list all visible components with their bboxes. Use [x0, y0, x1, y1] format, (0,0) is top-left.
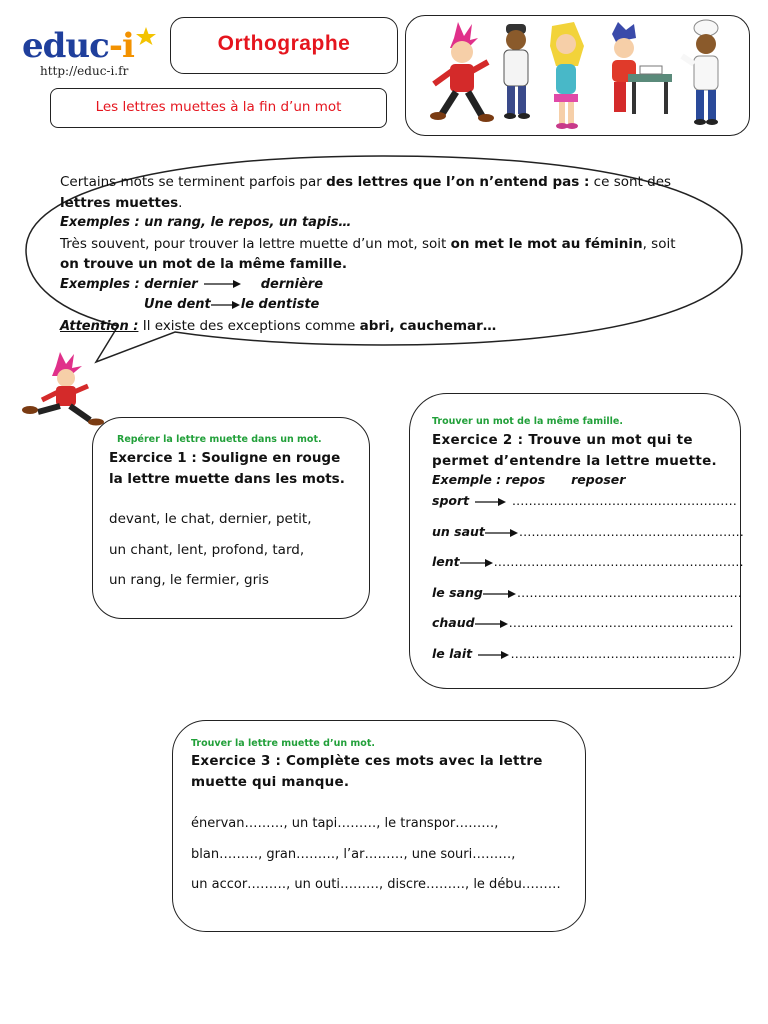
exercise-3-instruction: Trouver la lettre muette d’un mot.: [191, 738, 375, 749]
exercise-2-row: [432, 524, 744, 539]
exercise-2-box: [409, 393, 744, 689]
right-arrow-icon: [202, 279, 242, 289]
lesson-bold-span: des lettres que l’on n’entend pas :: [326, 174, 590, 190]
lesson-examples-2: [60, 275, 720, 296]
cartoon-characters-illustration: [406, 16, 749, 135]
exercise-2-example: [432, 472, 625, 487]
lesson-italic-span: dernière: [260, 276, 324, 292]
chef-figure: [682, 20, 718, 125]
running-boy-figure: [430, 22, 494, 122]
exercise-1-line: un chant, lent, profond, tard,: [109, 541, 305, 558]
answer-blank[interactable]: ………………………………………………: [511, 493, 737, 508]
exercise-2-row: [432, 615, 734, 630]
exercise-3-line[interactable]: un accor………, un outi………, discre………, le débu………: [191, 877, 561, 892]
educ-i-logo: [22, 24, 162, 80]
lesson-examples-3: [60, 295, 720, 316]
lesson-text: [60, 172, 720, 337]
attention-label: Attention :: [60, 318, 139, 334]
lesson-text-span: ce sont des: [589, 174, 672, 190]
exercise-3-line[interactable]: blan………, gran………, l’ar………, une souri………,: [191, 846, 516, 862]
example-answer: reposer: [571, 472, 626, 487]
answer-blank[interactable]: ………………………………………………: [508, 615, 734, 630]
row-word: le lait: [432, 646, 473, 661]
lesson-text-span: , soit: [642, 235, 676, 252]
right-arrow-icon: [483, 589, 517, 599]
exercise-1-words: [109, 504, 311, 596]
exercise-2-title: [432, 430, 717, 472]
boy-at-desk-figure: [612, 22, 672, 114]
lesson-text-span: Il existe des exceptions comme: [138, 317, 360, 334]
exercise-2-instruction: Trouver un mot de la même famille.: [432, 416, 623, 427]
subtitle-box: [50, 88, 387, 128]
lesson-italic-span: le dentiste: [240, 297, 320, 312]
exercise-1-title: [109, 448, 345, 490]
exercise-3-title: [191, 751, 543, 793]
lesson-text-span: .: [178, 194, 183, 211]
answer-blank[interactable]: ………………………………………………: [518, 524, 744, 539]
running-boy-illustration: [16, 352, 106, 426]
blonde-girl-figure: [550, 22, 584, 129]
title-box: [170, 17, 398, 74]
exercise-1-line: devant, le chat, dernier, petit,: [109, 511, 312, 527]
exercise-3-title-line: Exercice 3 : Complète ces mots avec la lettre: [191, 753, 543, 769]
lesson-bold-span: lettres muettes: [60, 194, 179, 211]
right-arrow-icon: [473, 497, 507, 507]
exercise-1-line: un rang, le fermier, gris: [109, 572, 269, 588]
lesson-italic-span: Exemples : dernier: [60, 276, 198, 292]
exercise-3-words: [191, 809, 561, 901]
exercise-1-instruction: Repérer la lettre muette dans un mot.: [117, 434, 322, 445]
boy-with-glasses-figure: [504, 24, 530, 119]
exercise-2-row: [432, 554, 744, 569]
exercise-3-box: [172, 720, 586, 932]
right-arrow-icon: [460, 558, 494, 568]
row-word: un saut: [432, 524, 485, 539]
example-word: Exemple : repos: [432, 472, 546, 487]
logo-wordmark: educ-i: [22, 26, 134, 66]
lesson-line-1: [60, 172, 720, 193]
right-arrow-icon: [485, 528, 519, 538]
right-arrow-icon: [475, 619, 509, 629]
lesson-line-5: on trouve un mot de la même famille.: [60, 256, 347, 272]
exercise-1-title-line: Exercice 1 : Souligne en rouge: [109, 450, 341, 466]
lesson-italic-span: Une dent: [144, 297, 211, 312]
logo-star-icon: [134, 26, 158, 46]
lesson-bold-span: abri, cauchemar…: [359, 317, 497, 334]
page-title: Orthographe: [217, 32, 351, 55]
characters-illustration-box: [405, 15, 750, 136]
exercise-1-title-line: la lettre muette dans les mots.: [109, 471, 345, 487]
exercise-2-row: [432, 646, 735, 661]
answer-blank[interactable]: ……………………………………………………: [493, 554, 744, 569]
exercise-3-line[interactable]: énervan………, un tapi………, le transpor………,: [191, 816, 499, 831]
lesson-bold-span: on met le mot au féminin: [450, 235, 643, 252]
exercise-2-title-line: permet d’entendre la lettre muette.: [432, 453, 717, 469]
answer-blank[interactable]: ………………………………………………: [510, 646, 736, 661]
row-word: lent: [432, 554, 460, 569]
exercise-2-title-line: Exercice 2 : Trouve un mot qui te: [432, 432, 693, 448]
exercise-1-box: [92, 417, 370, 619]
lesson-line-4: [60, 234, 720, 255]
right-arrow-icon: [476, 650, 510, 660]
exercise-3-title-line: muette qui manque.: [191, 774, 350, 790]
lesson-examples-1: Exemples : un rang, le repos, un tapis…: [60, 215, 352, 230]
answer-blank[interactable]: ………………………………………………: [516, 585, 742, 600]
row-word: le sang: [432, 585, 483, 600]
exercise-2-row: [432, 493, 737, 508]
lesson-line-2: [60, 193, 720, 214]
page-subtitle: Les lettres muettes à la fin d’un mot: [95, 99, 342, 115]
lesson-text-span: Très souvent, pour trouver la lettre muette d’un mot, soit: [60, 235, 451, 252]
right-arrow-icon: [211, 300, 241, 310]
logo-url[interactable]: http://educ-i.fr: [40, 64, 129, 78]
lesson-attention-line: [60, 316, 720, 338]
exercise-2-row: [432, 585, 742, 600]
row-word: sport: [432, 493, 470, 508]
lesson-text-span: Certains mots se terminent parfois par: [60, 174, 327, 190]
row-word: chaud: [432, 615, 475, 630]
